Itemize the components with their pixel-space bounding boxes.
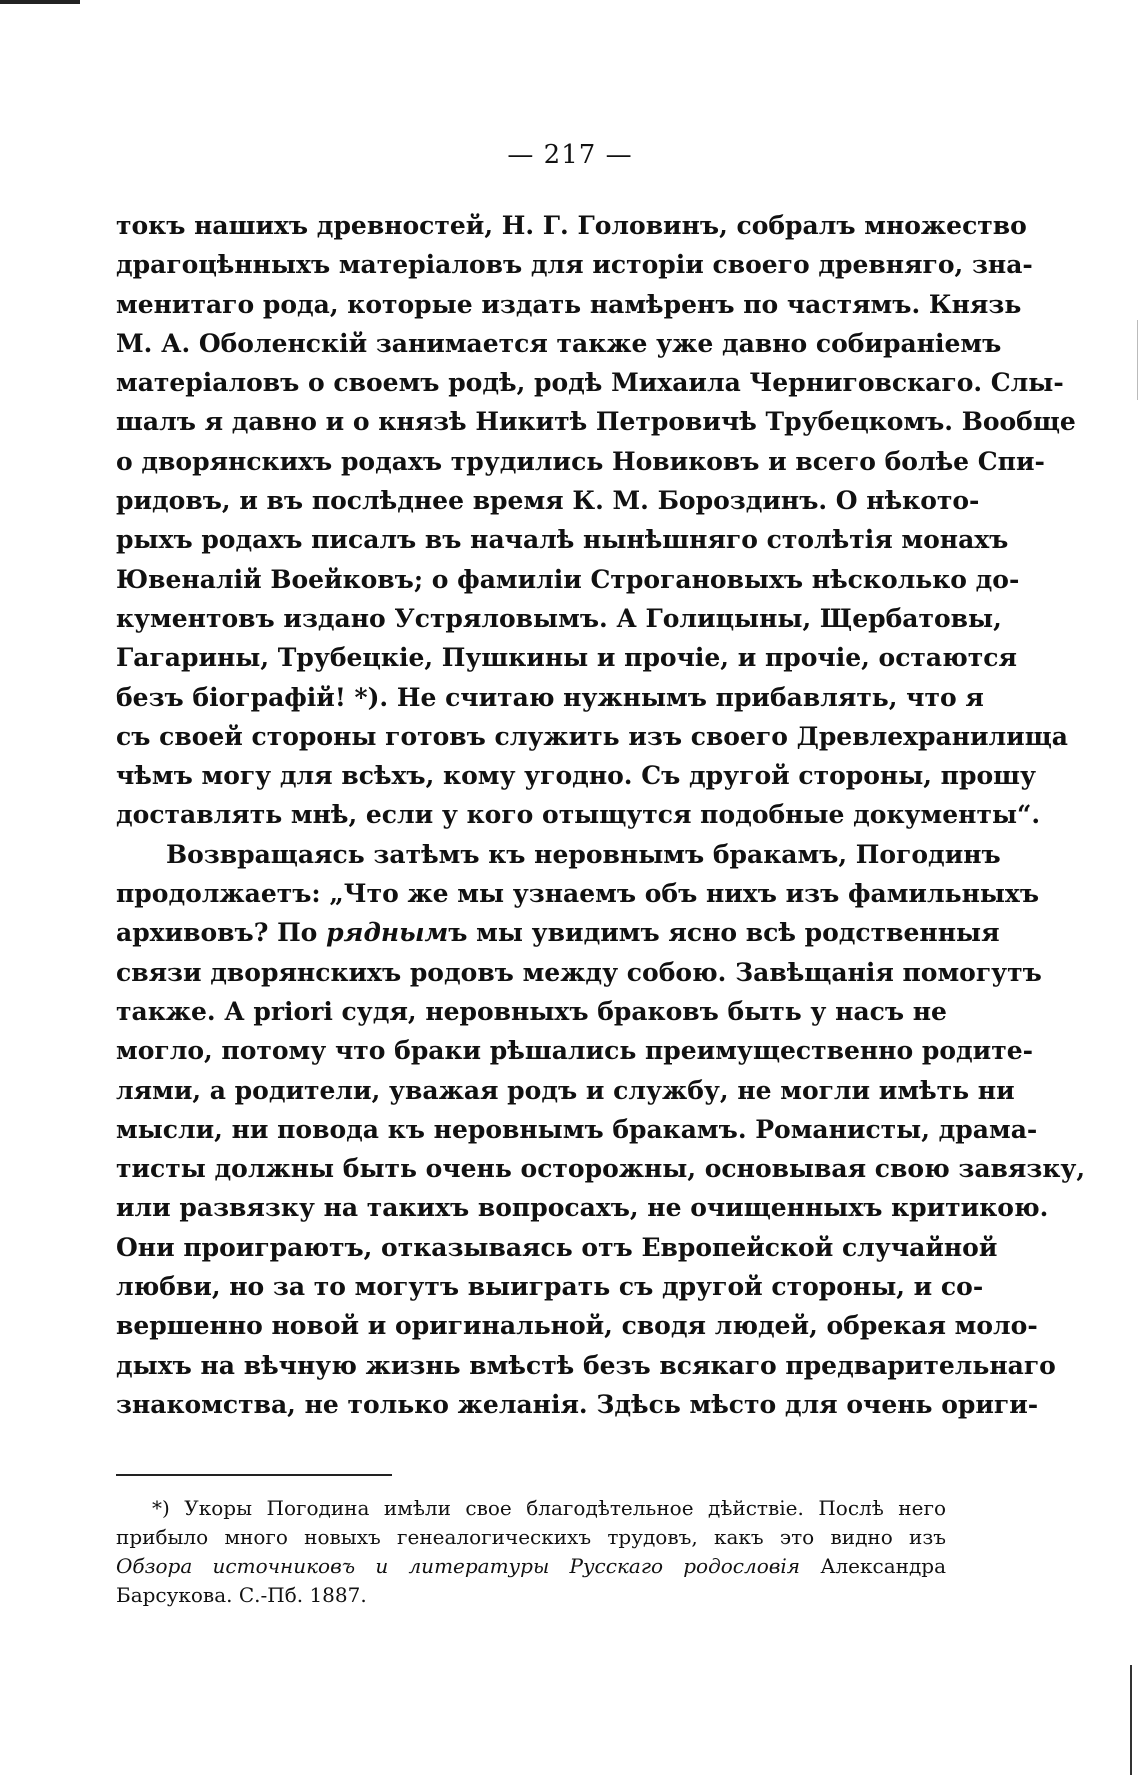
text-line: тисты должны быть очень осторожны, основывая свою завязку, bbox=[116, 1154, 1086, 1184]
page-number: — 217 — bbox=[507, 140, 633, 170]
scan-edge-mark-right bbox=[1130, 1665, 1132, 1775]
footnote-line: *) Укоры Погодина имѣли свое благодѣтельное дѣйствіе. Послѣ него bbox=[152, 1496, 946, 1520]
scan-edge-mark-faint bbox=[1137, 320, 1138, 400]
text-line: шалъ я давно и о князѣ Никитѣ Петровичѣ Трубецкомъ. Вообще bbox=[116, 407, 1076, 437]
text-line: кументовъ издано Устряловымъ. А Голицыны, Щербатовы, bbox=[116, 603, 1002, 633]
text-line: М. А. Оболенскій занимается также уже давно собираніемъ bbox=[116, 328, 1002, 358]
text-line: знакомства, не только желанія. Здѣсь мѣсто для очень ориги- bbox=[116, 1389, 1039, 1419]
text-line: съ своей стороны готовъ служить изъ своего Древлехранилища bbox=[116, 721, 1068, 751]
text-segment: архивовъ? По bbox=[116, 918, 318, 948]
text-line: безъ біографій! *). Не считаю нужнымъ прибавлять, что я bbox=[116, 682, 984, 712]
text-line: лями, а родители, уважая родъ и службу, не могли имѣть ни bbox=[116, 1075, 1015, 1105]
text-segment: мы увидимъ ясно всѣ родственныя bbox=[476, 918, 1000, 948]
text-line: Они проиграютъ, отказываясь отъ Европейской случайной bbox=[116, 1232, 998, 1262]
footnote-line-mixed bbox=[116, 1552, 946, 1581]
text-line: доставлять мнѣ, если у кого отыщутся подобные документы“. bbox=[116, 800, 1041, 830]
text-line: Ювеналій Воейковъ; о фамиліи Строгановыхъ нѣсколько до- bbox=[116, 564, 1020, 594]
text-line: могло, потому что браки рѣшались преимущественно родите- bbox=[116, 1036, 1033, 1066]
text-line: чѣмъ могу для всѣхъ, кому угодно. Съ другой стороны, прошу bbox=[116, 761, 1037, 791]
text-line: дыхъ на вѣчную жизнь вмѣстѣ безъ всякаго предварительнаго bbox=[116, 1350, 1056, 1380]
text-line: любви, но за то могутъ выиграть съ другой стороны, и со- bbox=[116, 1272, 984, 1302]
italic-title: Обзора источниковъ и литературы Русскаго родословія bbox=[116, 1554, 801, 1578]
text-line: матеріаловъ о своемъ родѣ, родѣ Михаила Черниговскаго. Слы- bbox=[116, 368, 1064, 398]
main-text bbox=[116, 206, 1086, 1424]
text-line: о дворянскихъ родахъ трудились Новиковъ и всего болѣе Спи- bbox=[116, 446, 1045, 476]
text-line: связи дворянскихъ родовъ между собою. Завѣщанія помогутъ bbox=[116, 957, 1042, 987]
footnote-divider bbox=[116, 1474, 392, 1476]
text-line: менитаго рода, которые издать намѣренъ по частямъ. Князь bbox=[116, 289, 1022, 319]
text-line-mixed: архивовъ? По ряднымъ мы увидимъ ясно всѣ родственныя bbox=[116, 918, 1000, 948]
footnote bbox=[116, 1494, 946, 1610]
scan-edge-mark bbox=[0, 0, 80, 4]
text-line: мысли, ни повода къ неровнымъ бракамъ. Романисты, драма- bbox=[116, 1114, 1038, 1144]
text-line: продолжаетъ: „Что же мы узнаемъ объ нихъ изъ фамильныхъ bbox=[116, 879, 1040, 909]
italic-term: рядным bbox=[326, 918, 449, 948]
text-line: токъ нашихъ древностей, Н. Г. Головинъ, собралъ множество bbox=[116, 211, 1027, 240]
text-line: рыхъ родахъ писалъ въ началѣ нынѣшняго столѣтія монахъ bbox=[116, 525, 1009, 555]
text-line: драгоцѣнныхъ матеріаловъ для исторіи своего древняго, зна- bbox=[116, 250, 1033, 280]
footnote-line: прибыло много новыхъ генеалогическихъ трудовъ, какъ это видно изъ bbox=[116, 1525, 946, 1549]
text-line: вершенно новой и оригинальной, сводя людей, обрекая моло- bbox=[116, 1311, 1038, 1341]
footnote-line: Барсукова. С.-Пб. 1887. bbox=[116, 1583, 367, 1607]
text-line: Возвращаясь затѣмъ къ неровнымъ бракамъ, Погодинъ bbox=[166, 839, 1001, 869]
text-line: ридовъ, и въ послѣднее время К. М. Бороздинъ. О нѣкото- bbox=[116, 486, 980, 516]
text-line: также. А priori судя, неровныхъ браковъ быть у насъ не bbox=[116, 996, 947, 1026]
text-line: Гагарины, Трубецкіе, Пушкины и прочіе, и прочіе, остаются bbox=[116, 643, 1017, 673]
text-line: или развязку на такихъ вопросахъ, не очищенныхъ критикою. bbox=[116, 1193, 1049, 1223]
text-segment: Александра bbox=[820, 1554, 946, 1578]
